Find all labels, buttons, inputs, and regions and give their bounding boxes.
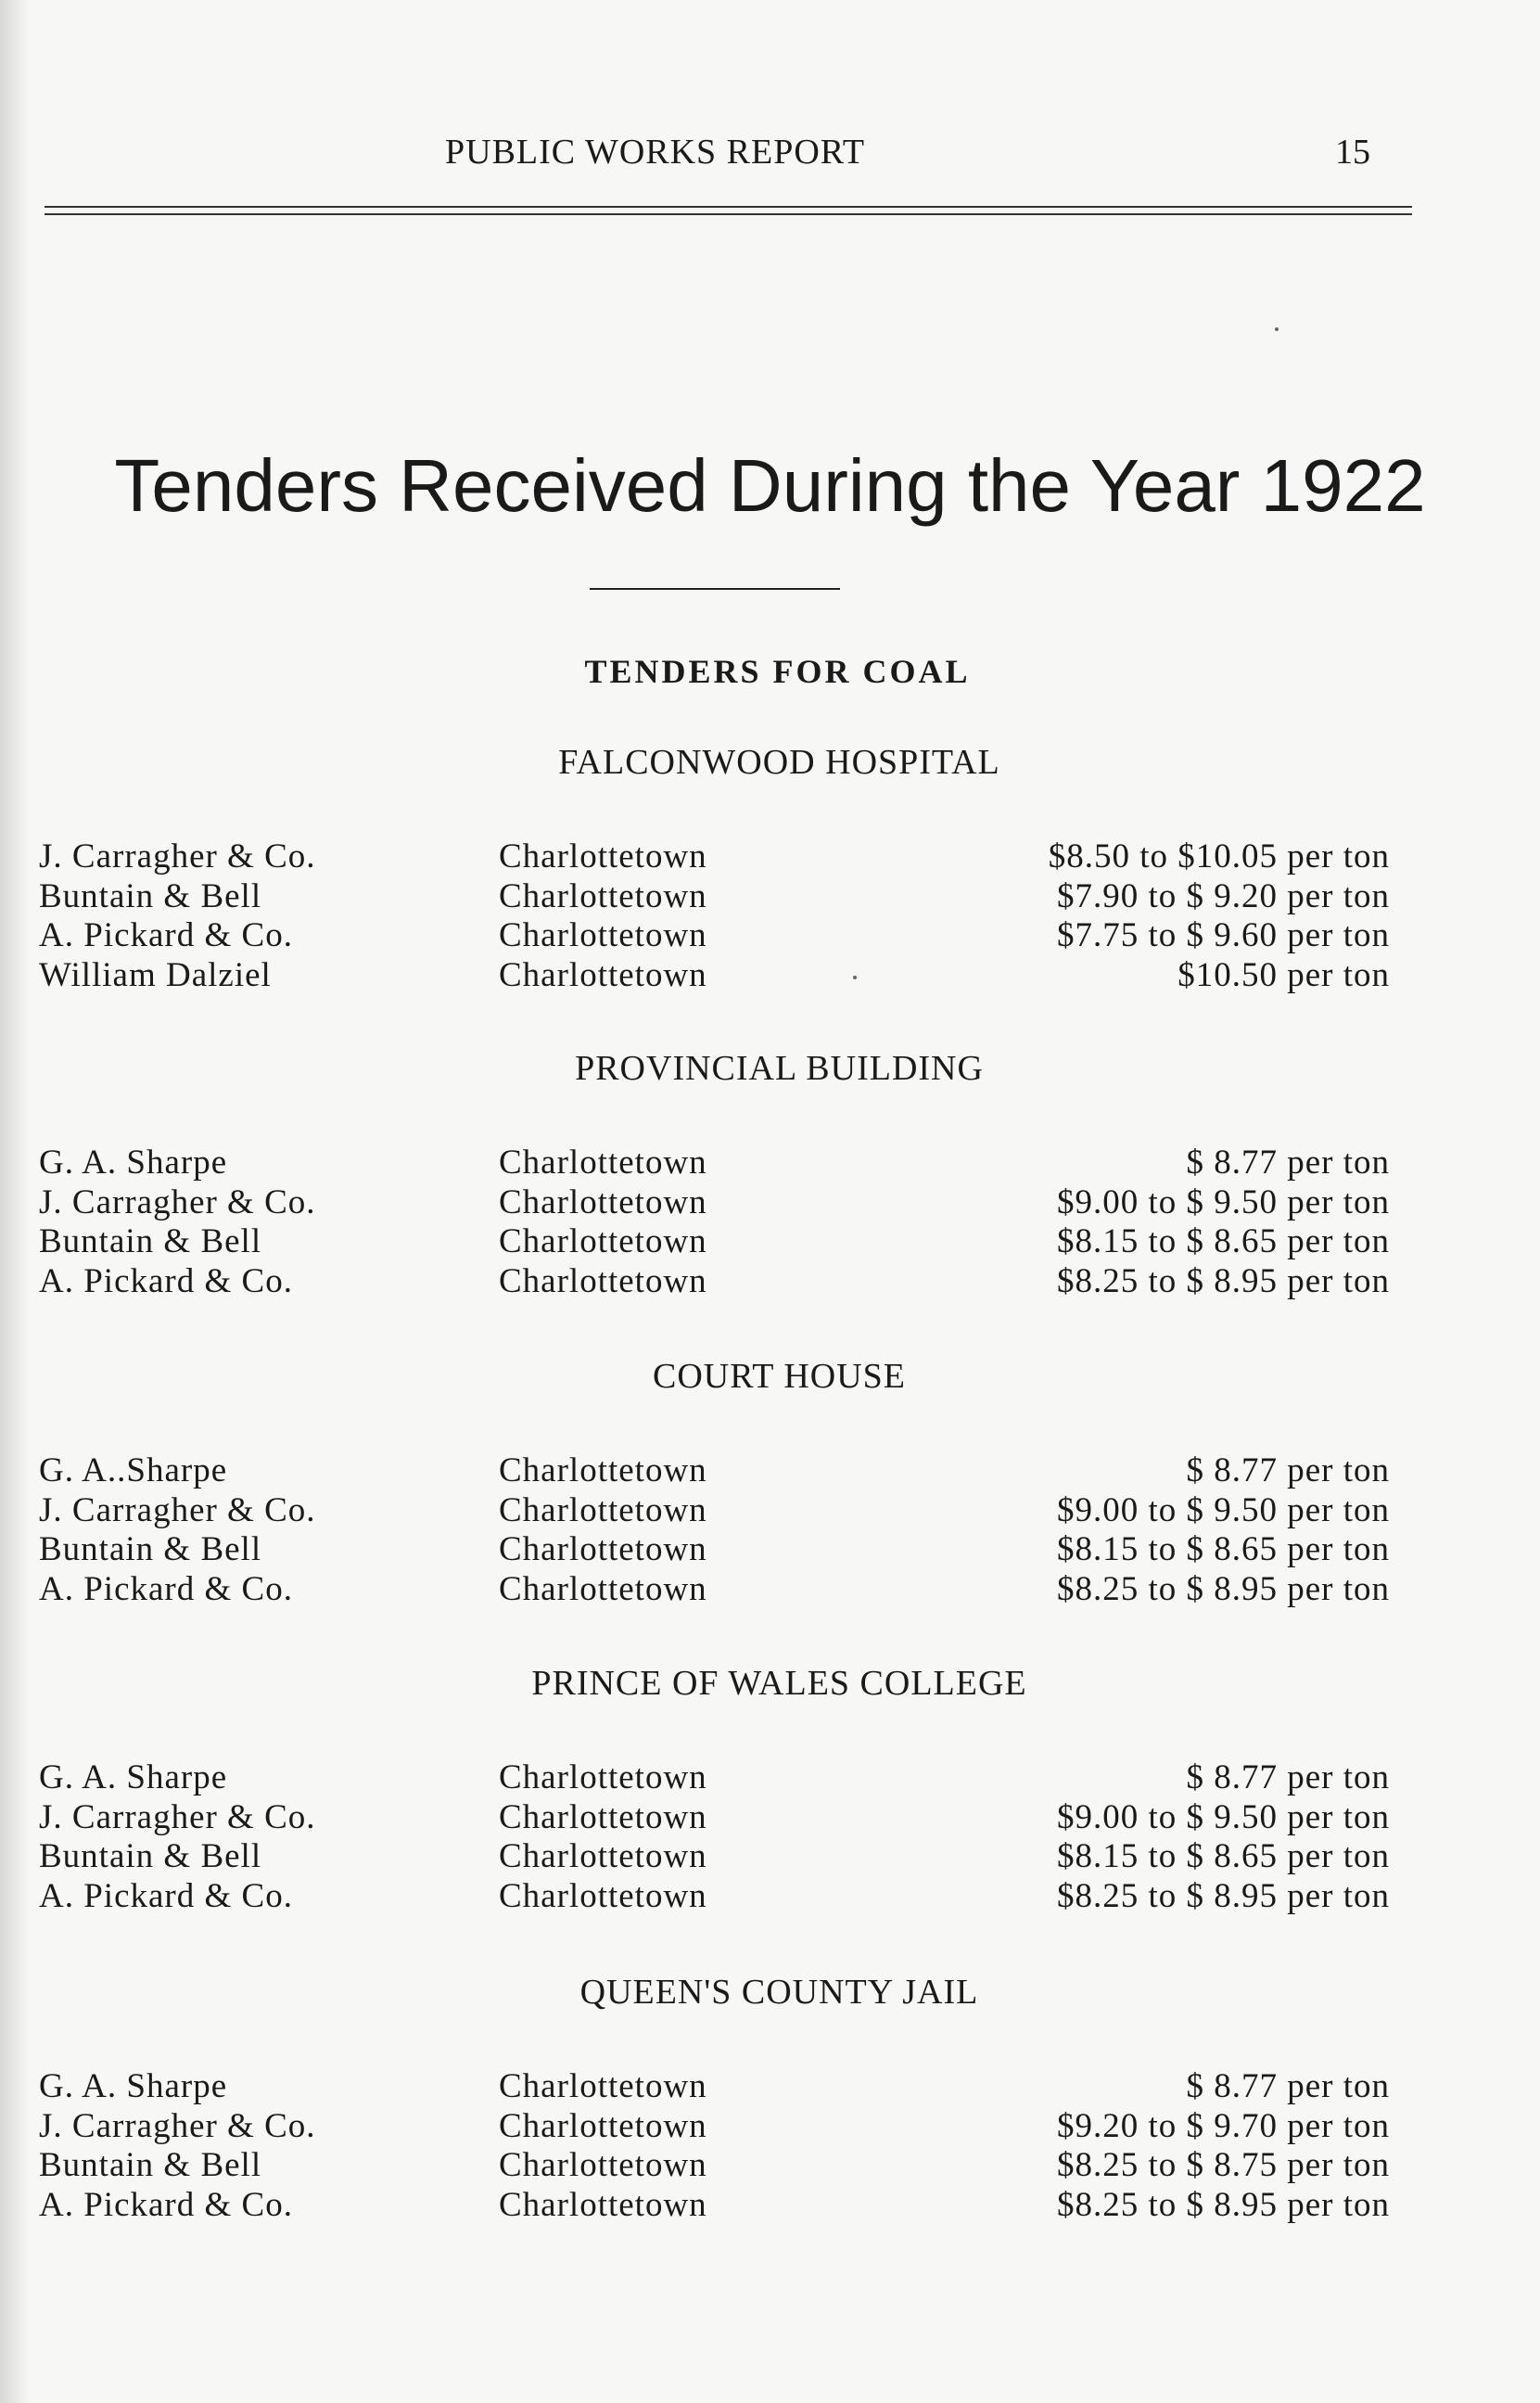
section-heading: PRINCE OF WALES COLLEGE [531, 1664, 1027, 1703]
tender-price: $8.25 to $ 8.95 per ton [1056, 1261, 1390, 1300]
tenderer-name: A. Pickard & Co. [39, 2185, 293, 2224]
tender-row [0, 1221, 1540, 1261]
tenderer-name: G. A..Sharpe [39, 1451, 228, 1489]
running-title: PUBLIC WORKS REPORT [445, 133, 866, 172]
tender-row [0, 2185, 1540, 2225]
tender-price: $7.75 to $ 9.60 per ton [1056, 916, 1390, 954]
subtitle: TENDERS FOR COAL [584, 653, 971, 690]
section-heading: COURT HOUSE [653, 1357, 906, 1396]
header-rule [45, 206, 1412, 208]
tender-price: $8.15 to $ 8.65 per ton [1056, 1837, 1390, 1875]
tenderer-location: Charlottetown [499, 955, 707, 994]
header-rule-second [45, 213, 1412, 215]
tenderer-location: Charlottetown [499, 1797, 707, 1836]
tenderer-location: Charlottetown [499, 837, 707, 876]
tender-row [0, 1876, 1540, 1916]
speck [1275, 327, 1279, 331]
tenderer-location: Charlottetown [499, 1490, 707, 1529]
tender-price: $ 8.77 per ton [1186, 1144, 1390, 1182]
tenderer-name: A. Pickard & Co. [39, 1261, 293, 1300]
section-heading: PROVINCIAL BUILDING [575, 1049, 984, 1088]
tender-row [0, 955, 1540, 995]
tenderer-name: G. A. Sharpe [39, 1144, 228, 1182]
tenderer-location: Charlottetown [499, 1451, 707, 1489]
tender-price: $8.25 to $ 8.75 per ton [1056, 2146, 1390, 2184]
tenderer-name: A. Pickard & Co. [39, 1569, 293, 1608]
tender-row [0, 1490, 1540, 1530]
tenderer-location: Charlottetown [499, 916, 707, 954]
tender-price: $8.25 to $ 8.95 per ton [1056, 1876, 1390, 1915]
tenderer-name: Buntain & Bell [39, 2146, 262, 2184]
tenderer-location: Charlottetown [499, 2146, 707, 2184]
tender-price: $8.15 to $ 8.65 per ton [1056, 1530, 1390, 1568]
tender-price: $9.20 to $ 9.70 per ton [1056, 2106, 1390, 2145]
tenderer-name: Buntain & Bell [39, 1222, 262, 1260]
page-number: 15 [1335, 133, 1370, 172]
tenderer-location: Charlottetown [499, 1222, 707, 1260]
speck [853, 976, 857, 979]
tenderer-name: Buntain & Bell [39, 1530, 262, 1568]
tender-price: $10.50 per ton [1177, 955, 1390, 994]
tender-price: $8.50 to $10.05 per ton [1048, 837, 1390, 876]
tender-row [0, 1261, 1540, 1301]
tenderer-name: J. Carragher & Co. [39, 2106, 316, 2145]
tenderer-location: Charlottetown [499, 876, 707, 915]
tenderer-name: J. Carragher & Co. [39, 1182, 316, 1221]
tenderer-name: William Dalziel [39, 955, 272, 994]
tenderer-name: Buntain & Bell [39, 876, 262, 915]
tender-row [0, 1758, 1540, 1797]
tenderer-location: Charlottetown [499, 1876, 707, 1915]
tender-row [0, 837, 1540, 876]
tenderer-name: A. Pickard & Co. [39, 916, 293, 954]
tender-price: $9.00 to $ 9.50 per ton [1056, 1182, 1390, 1221]
tender-price: $8.25 to $ 8.95 per ton [1056, 2185, 1390, 2224]
tenderer-location: Charlottetown [499, 2185, 707, 2224]
tender-row [0, 2066, 1540, 2106]
tender-row [0, 1529, 1540, 1569]
tenderer-location: Charlottetown [499, 1261, 707, 1300]
tender-price: $7.90 to $ 9.20 per ton [1056, 876, 1390, 915]
tenderer-location: Charlottetown [499, 1182, 707, 1221]
tenderer-location: Charlottetown [499, 1837, 707, 1875]
tender-price: $8.25 to $ 8.95 per ton [1056, 1569, 1390, 1608]
tender-row [0, 1797, 1540, 1837]
tenderer-name: A. Pickard & Co. [39, 1876, 293, 1915]
tender-row [0, 1143, 1540, 1182]
section-heading: QUEEN'S COUNTY JAIL [579, 1973, 979, 2012]
tender-price: $ 8.77 per ton [1186, 1758, 1390, 1796]
tenderer-name: J. Carragher & Co. [39, 1490, 316, 1529]
tender-row [0, 2145, 1540, 2185]
tender-price: $8.15 to $ 8.65 per ton [1056, 1222, 1390, 1260]
tender-price: $ 8.77 per ton [1186, 1451, 1390, 1489]
tender-row [0, 876, 1540, 916]
tender-price: $9.00 to $ 9.50 per ton [1056, 1490, 1390, 1529]
tender-row [0, 2106, 1540, 2146]
tender-row [0, 1836, 1540, 1876]
tenderer-name: G. A. Sharpe [39, 1758, 228, 1796]
running-header [0, 132, 1540, 178]
tender-price: $9.00 to $ 9.50 per ton [1056, 1797, 1390, 1836]
tenderer-location: Charlottetown [499, 2106, 707, 2145]
title-rule [590, 588, 840, 590]
tender-row [0, 1451, 1540, 1490]
tenderer-location: Charlottetown [499, 1758, 707, 1796]
tender-price: $ 8.77 per ton [1186, 2067, 1390, 2105]
tenderer-name: G. A. Sharpe [39, 2067, 228, 2105]
tenderer-name: Buntain & Bell [39, 1837, 262, 1875]
tender-row [0, 915, 1540, 955]
tenderer-location: Charlottetown [499, 1144, 707, 1182]
tenderer-location: Charlottetown [499, 1530, 707, 1568]
tenderer-name: J. Carragher & Co. [39, 837, 316, 876]
tenderer-location: Charlottetown [499, 1569, 707, 1608]
section-heading: FALCONWOOD HOSPITAL [558, 743, 1000, 782]
tender-row [0, 1182, 1540, 1222]
page-title: Tenders Received During the Year 1922 [114, 444, 1426, 527]
tender-row [0, 1569, 1540, 1609]
tenderer-name: J. Carragher & Co. [39, 1797, 316, 1836]
tenderer-location: Charlottetown [499, 2067, 707, 2105]
